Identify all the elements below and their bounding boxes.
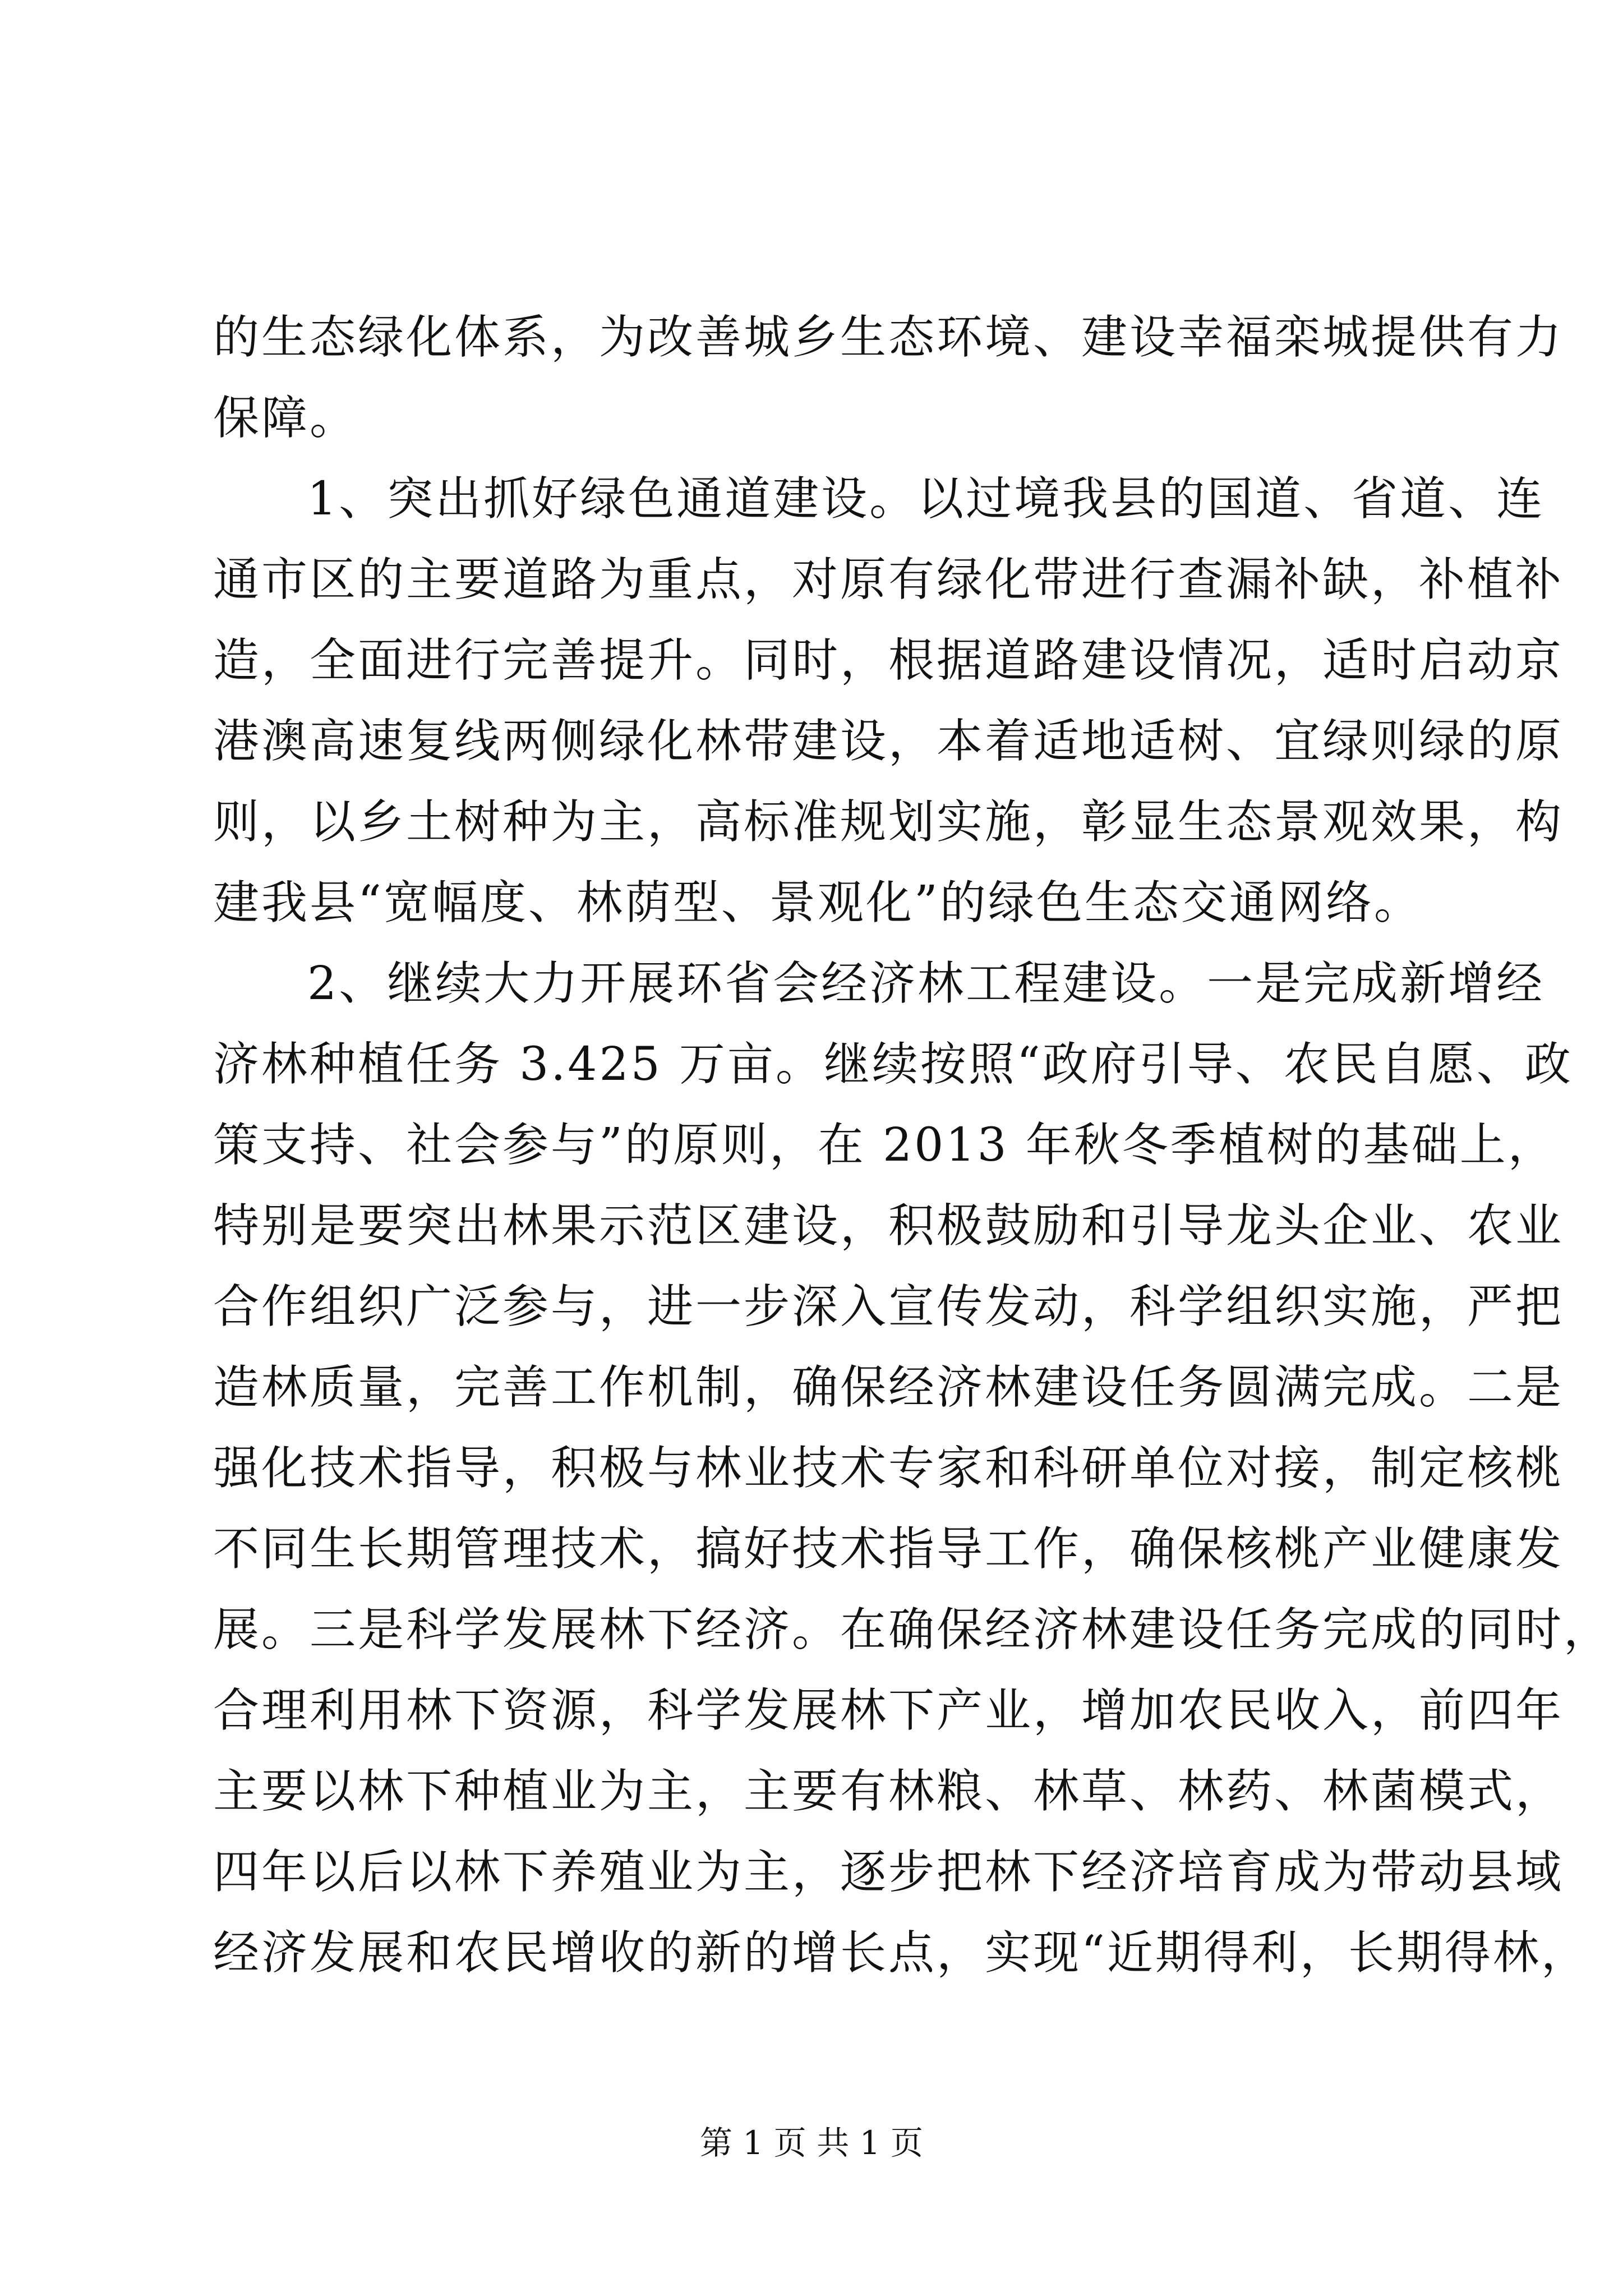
text-line: 港澳高速复线两侧绿化林带建设，本着适地适树、宜绿则绿的原 (213, 715, 1564, 768)
text-line: 合作组织广泛参与，进一步深入宣传发动，科学组织实施，严把 (213, 1280, 1564, 1333)
text-line: 建我县“宽幅度、林荫型、景观化”的绿色生态交通网络。 (213, 876, 1422, 930)
text-line: 造林质量，完善工作机制，确保经济林建设任务圆满完成。二是 (213, 1361, 1564, 1414)
text-line: 四年以后以林下养殖业为主，逐步把林下经济培育成为带动县域 (213, 1846, 1564, 1899)
text-line: 造，全面进行完善提升。同时，根据道路建设情况，适时启动京 (213, 634, 1564, 687)
text-line: 通市区的主要道路为重点，对原有绿化带进行查漏补缺，补植补 (213, 553, 1564, 606)
text-line: 策支持、社会参与”的原则，在 2013 年秋冬季植树的基础上， (213, 1119, 1556, 1172)
page-footer (0, 2120, 1623, 2165)
text-line: 保障。 (213, 392, 358, 445)
text-line: 的生态绿化体系，为改善城乡生态环境、建设幸福栾城提供有力 (213, 311, 1564, 364)
text-line: 主要以林下种植业为主，主要有林粮、林草、林药、林菌模式， (213, 1765, 1564, 1818)
text-line: 经济发展和农民增收的新的增长点，实现“近期得利，长期得林， (213, 1926, 1589, 1980)
text-line: 则，以乡土树种为主，高标准规划实施，彰显生态景观效果，构 (213, 795, 1564, 849)
text-line: 济林种植任务 3.425 万亩。继续按照“政府引导、农民自愿、政 (213, 1038, 1573, 1091)
page-number-label: 第 1 页 共 1 页 (700, 2124, 923, 2162)
paragraph-start-line: 2、继续大力开展环省会经济林工程建设。一是完成新增经 (307, 957, 1545, 1010)
paragraph-start-line: 1、突出抓好绿色通道建设。以过境我县的国道、省道、连 (307, 472, 1545, 526)
body-text (213, 297, 1612, 1994)
text-line: 强化技术指导，积极与林业技术专家和科研单位对接，制定核桃 (213, 1442, 1564, 1495)
text-line: 不同生长期管理技术，搞好技术指导工作，确保核桃产业健康发 (213, 1522, 1564, 1576)
text-line: 合理利用林下资源，科学发展林下产业，增加农民收入，前四年 (213, 1684, 1564, 1737)
text-line: 特别是要突出林果示范区建设，积极鼓励和引导龙头企业、农业 (213, 1199, 1564, 1253)
text-line: 展。三是科学发展林下经济。在确保经济林建设任务完成的同时， (213, 1603, 1612, 1657)
